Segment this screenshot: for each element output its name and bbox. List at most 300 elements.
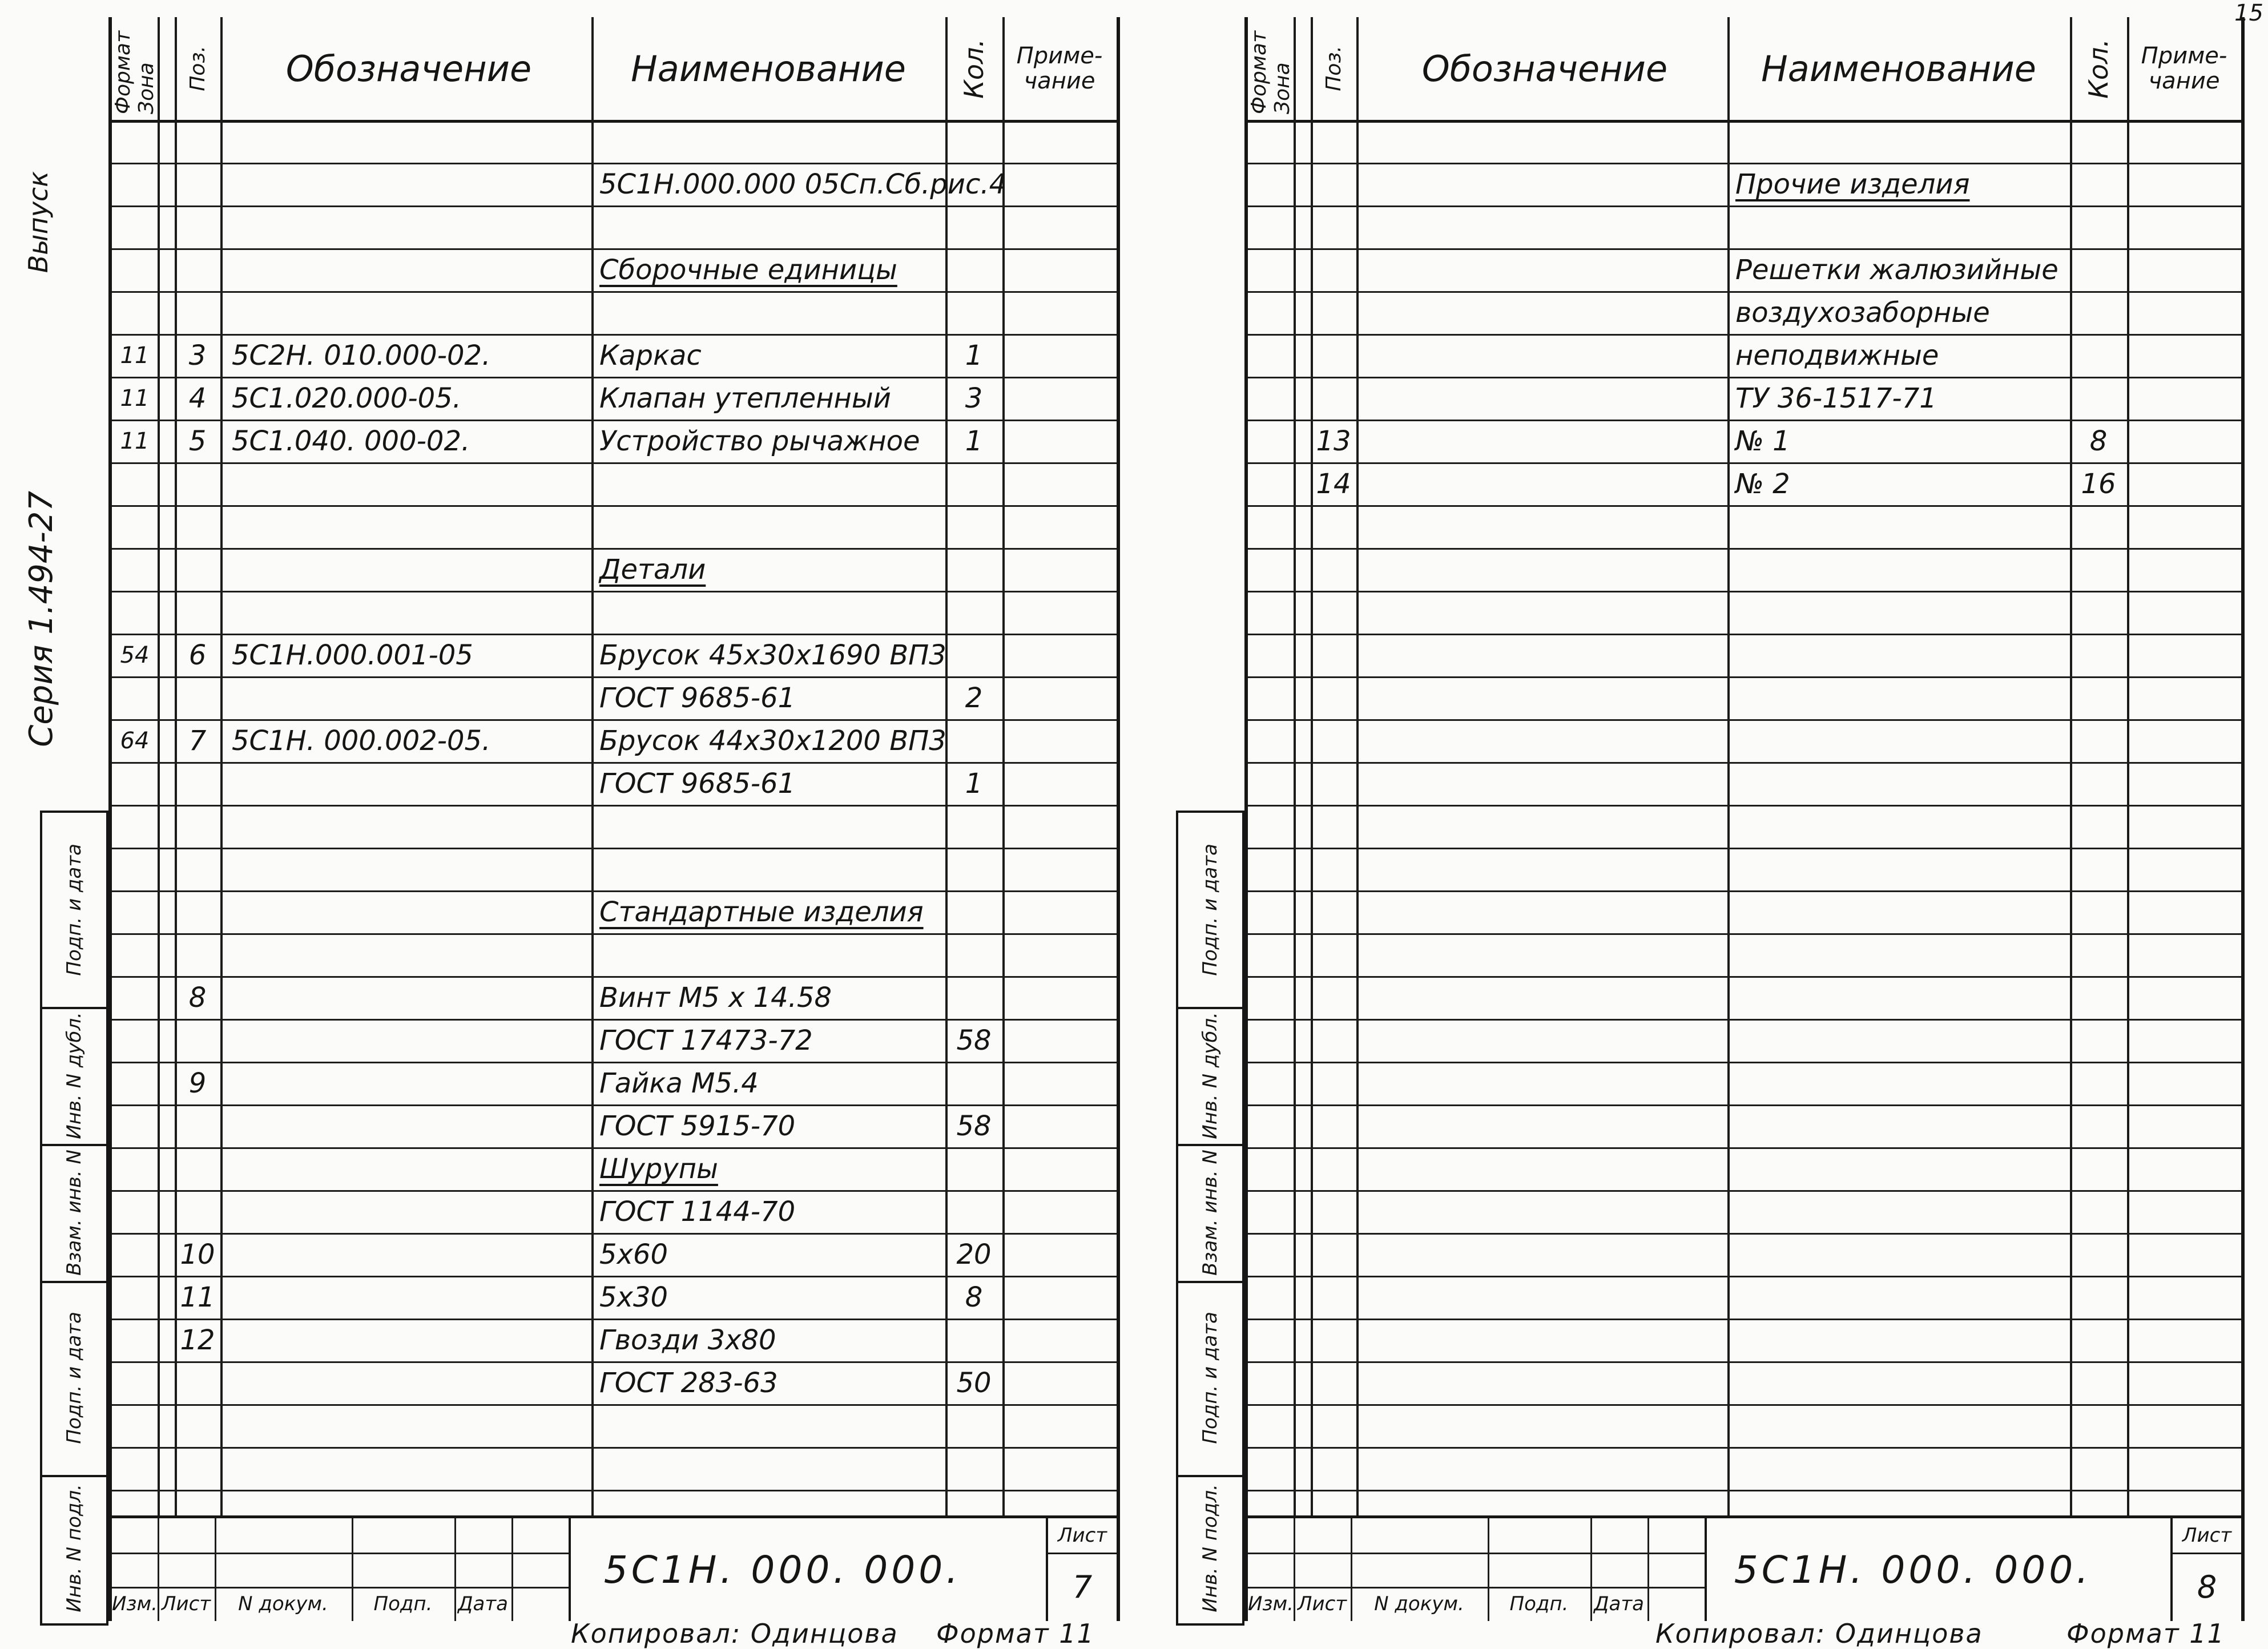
table-row — [1248, 1147, 2241, 1192]
table-row — [1248, 848, 2241, 892]
name-cell — [1727, 1276, 2078, 1319]
position-cell — [1311, 334, 1356, 377]
designation-cell — [1362, 805, 1710, 848]
name-cell — [1727, 591, 2078, 634]
position-cell — [1311, 634, 1356, 676]
position-cell — [175, 1147, 220, 1190]
zone-cell — [112, 1019, 158, 1062]
table-row — [112, 805, 1117, 849]
quantity-cell — [945, 805, 1002, 848]
table-row — [112, 334, 1117, 378]
designation-cell — [226, 163, 574, 205]
zone-cell — [112, 205, 158, 248]
table-row — [112, 848, 1117, 892]
position-cell — [1311, 1447, 1356, 1490]
quantity-cell — [945, 1147, 1002, 1190]
name-cell — [591, 1404, 953, 1447]
designation-cell — [1362, 420, 1710, 462]
position-cell — [175, 676, 220, 719]
quantity-cell — [2070, 805, 2127, 848]
spec-sheet-left — [108, 17, 1120, 1621]
position-cell: 8 — [188, 981, 207, 1014]
page-corner-number: 15 — [2234, 0, 2263, 26]
quantity-cell — [2070, 1019, 2127, 1062]
revision-grid — [1248, 1518, 1707, 1621]
revision-grid — [112, 1518, 571, 1621]
header-format-zone: Формат Зона — [1247, 30, 1294, 114]
designation-cell — [226, 933, 574, 976]
quantity-cell — [945, 848, 1002, 890]
quantity-cell — [2070, 205, 2127, 248]
header-designation: Обозначение — [285, 47, 532, 90]
zone-cell — [1248, 420, 1294, 462]
position-cell — [175, 1404, 220, 1447]
position-cell — [1311, 890, 1356, 933]
zone-cell — [1248, 805, 1294, 848]
zone-cell — [1248, 890, 1294, 933]
name-cell — [1727, 848, 2078, 890]
name-cell: Каркас — [599, 339, 702, 372]
quantity-cell — [2070, 890, 2127, 933]
zone-cell — [1248, 462, 1294, 505]
designation-cell — [226, 1361, 574, 1404]
zone-cell — [112, 548, 158, 591]
quantity-cell — [2070, 676, 2127, 719]
name-cell: Сборочные единицы — [599, 253, 897, 286]
quantity-cell — [2070, 1233, 2127, 1276]
position-cell — [1311, 1319, 1356, 1361]
name-cell: воздухозаборные — [1735, 296, 1990, 329]
table-row — [112, 1062, 1117, 1106]
document-code: 5С1Н. 000. 000. — [1734, 1547, 2092, 1592]
side-cell-1: Подп. и дата — [42, 813, 106, 1009]
zone-cell — [112, 1062, 158, 1104]
left-side-stamp — [40, 811, 108, 1626]
name-cell — [1727, 719, 2078, 762]
designation-cell — [1362, 120, 1710, 163]
quantity-cell: 1 — [965, 425, 983, 457]
quantity-cell — [2070, 719, 2127, 762]
name-cell — [1727, 548, 2078, 591]
zone-cell — [112, 1104, 158, 1147]
quantity-cell: 8 — [2089, 425, 2108, 457]
quantity-cell — [945, 1404, 1002, 1447]
position-cell — [1311, 291, 1356, 334]
designation-cell — [1362, 1361, 1710, 1404]
table-row — [112, 420, 1117, 464]
designation-cell — [1362, 462, 1710, 505]
position-cell: 7 — [188, 724, 207, 757]
quantity-cell — [945, 163, 1002, 205]
zone-cell — [112, 505, 158, 548]
zone-cell — [1248, 1361, 1294, 1404]
zone-cell: 64 — [120, 727, 150, 754]
copied-by: Копировал: Одинцова — [1655, 1618, 1983, 1649]
name-cell — [1727, 1361, 2078, 1404]
designation-cell — [226, 248, 574, 291]
zone-cell — [112, 890, 158, 933]
position-cell — [175, 1104, 220, 1147]
zone-cell — [1248, 976, 1294, 1019]
zone-cell — [1248, 1276, 1294, 1319]
sheet-label: Лист — [1046, 1518, 1117, 1554]
name-cell: ГОСТ 9685-61 — [599, 682, 796, 714]
table-row — [112, 377, 1117, 421]
name-cell — [1727, 1062, 2078, 1104]
side-cell-4: Подп. и дата — [42, 1281, 106, 1477]
position-cell — [1311, 805, 1356, 848]
header-pos: Поз. — [1322, 46, 1346, 91]
name-cell — [591, 291, 953, 334]
designation-cell — [226, 805, 574, 848]
zone-cell: 11 — [120, 428, 150, 454]
table-row — [112, 890, 1117, 935]
table-row — [1248, 933, 2241, 978]
position-cell — [175, 120, 220, 163]
name-cell: Гвозди 3х80 — [599, 1324, 776, 1356]
name-cell: неподвижные — [1735, 339, 1939, 372]
spec-sheet-right — [1244, 17, 2245, 1621]
quantity-cell — [2070, 1404, 2127, 1447]
zone-cell — [1248, 1447, 1294, 1490]
table-row — [112, 1404, 1117, 1449]
zone-cell — [112, 1276, 158, 1319]
table-row — [1248, 1233, 2241, 1277]
designation-cell — [1362, 976, 1710, 1019]
quantity-cell: 50 — [956, 1366, 992, 1399]
table-row — [1248, 591, 2241, 635]
position-cell — [175, 1190, 220, 1233]
table-row — [1248, 762, 2241, 807]
table-row — [112, 1104, 1117, 1149]
zone-cell — [1248, 205, 1294, 248]
quantity-cell — [2070, 1447, 2127, 1490]
name-cell — [1727, 1104, 2078, 1147]
position-cell — [1311, 591, 1356, 634]
designation-cell — [226, 1190, 574, 1233]
designation-cell — [1362, 377, 1710, 420]
name-cell: ГОСТ 1144-70 — [599, 1195, 796, 1228]
quantity-cell — [2070, 548, 2127, 591]
name-cell: № 1 — [1735, 425, 1790, 457]
title-block — [112, 1515, 1117, 1621]
designation-cell — [226, 848, 574, 890]
zone-cell — [1248, 676, 1294, 719]
side-cell-2: Инв. N дубл. — [1178, 1007, 1242, 1146]
header-format-zone: Формат Зона — [111, 30, 158, 114]
quantity-cell: 16 — [2081, 467, 2116, 500]
table-row — [1248, 805, 2241, 849]
header-qty: Кол. — [2083, 38, 2114, 99]
designation-cell — [226, 1104, 574, 1147]
position-cell: 11 — [180, 1281, 215, 1313]
header-note: Приме- чание — [1016, 43, 1103, 94]
designation-cell — [226, 1147, 574, 1190]
table-row — [1248, 890, 2241, 935]
designation-cell — [1362, 762, 1710, 805]
quantity-cell — [945, 462, 1002, 505]
table-row — [1248, 1276, 2241, 1320]
position-cell — [175, 505, 220, 548]
copied-by: Копировал: Одинцова — [571, 1618, 899, 1649]
side-cell-1: Подп. и дата — [1178, 813, 1242, 1009]
designation-cell — [1362, 1319, 1710, 1361]
quantity-cell — [945, 933, 1002, 976]
table-row — [1248, 377, 2241, 421]
designation-cell — [1362, 205, 1710, 248]
zone-cell — [112, 120, 158, 163]
position-cell — [175, 462, 220, 505]
designation-cell — [1362, 1147, 1710, 1190]
table-row — [1248, 291, 2241, 336]
zone-cell: 11 — [120, 342, 150, 369]
position-cell — [1311, 548, 1356, 591]
name-cell — [1727, 1233, 2078, 1276]
name-cell: Брусок 44х30х1200 ВП3 — [599, 724, 946, 757]
position-cell — [1311, 163, 1356, 205]
name-cell — [1727, 1190, 2078, 1233]
quantity-cell — [2070, 762, 2127, 805]
quantity-cell — [945, 890, 1002, 933]
table-row — [1248, 462, 2241, 507]
table-row — [112, 676, 1117, 721]
table-row — [1248, 719, 2241, 764]
position-cell — [175, 890, 220, 933]
name-cell — [1727, 1404, 2078, 1447]
quantity-cell — [945, 976, 1002, 1019]
name-cell: 5С1Н.000.000 05Сп.Сб.рис.4 — [599, 168, 1007, 200]
table-row — [1248, 420, 2241, 464]
position-cell — [1311, 377, 1356, 420]
quantity-cell — [945, 1062, 1002, 1104]
name-cell: 5х30 — [599, 1281, 668, 1313]
name-cell: Гайка М5.4 — [599, 1067, 759, 1099]
position-cell — [175, 848, 220, 890]
zone-cell — [112, 805, 158, 848]
name-cell — [1727, 933, 2078, 976]
quantity-cell — [2070, 377, 2127, 420]
table-row — [1248, 1104, 2241, 1149]
name-cell: ГОСТ 283-63 — [599, 1366, 778, 1399]
position-cell — [1311, 976, 1356, 1019]
designation-cell — [226, 548, 574, 591]
name-cell: ГОСТ 9685-61 — [599, 767, 796, 800]
designation-cell — [226, 1233, 574, 1276]
table-row — [1248, 1019, 2241, 1063]
position-cell — [175, 805, 220, 848]
table-header — [1248, 17, 2241, 123]
table-row — [1248, 334, 2241, 378]
position-cell — [1311, 1147, 1356, 1190]
table-row — [1248, 676, 2241, 721]
quantity-cell: 2 — [965, 682, 983, 714]
issue-note: Выпуск — [23, 171, 54, 273]
position-cell — [175, 1361, 220, 1404]
name-cell: Решетки жалюзийные — [1735, 253, 2058, 286]
position-cell — [1311, 848, 1356, 890]
table-row — [1248, 1319, 2241, 1363]
position-cell — [175, 248, 220, 291]
table-row — [1248, 505, 2241, 550]
quantity-cell — [2070, 1319, 2127, 1361]
table-row — [1248, 163, 2241, 207]
quantity-cell — [2070, 1104, 2127, 1147]
designation-cell: 5С1.040. 000-02. — [232, 425, 470, 457]
table-row — [1248, 1062, 2241, 1106]
position-cell: 10 — [180, 1238, 215, 1271]
designation-cell — [226, 1019, 574, 1062]
table-row — [112, 548, 1117, 592]
quantity-cell — [945, 548, 1002, 591]
designation-cell — [1362, 933, 1710, 976]
header-pos: Поз. — [186, 46, 210, 91]
designation-cell — [226, 462, 574, 505]
name-cell — [591, 933, 953, 976]
name-cell: 5х60 — [599, 1238, 668, 1271]
position-cell — [1311, 505, 1356, 548]
zone-cell — [112, 933, 158, 976]
name-cell — [1727, 805, 2078, 848]
quantity-cell: 1 — [965, 339, 983, 372]
zone-cell — [1248, 848, 1294, 890]
quantity-cell — [945, 248, 1002, 291]
table-row — [112, 1190, 1117, 1235]
table-row — [112, 1019, 1117, 1063]
table-row — [1248, 976, 2241, 1021]
table-row — [112, 1276, 1117, 1320]
position-cell — [1311, 1233, 1356, 1276]
table-row — [1248, 205, 2241, 250]
position-cell — [1311, 1104, 1356, 1147]
designation-cell — [1362, 591, 1710, 634]
position-cell: 6 — [188, 639, 207, 671]
table-row — [1248, 1361, 2241, 1406]
sheet-number: 8 — [2170, 1553, 2241, 1621]
name-cell: Детали — [599, 553, 706, 586]
designation-cell — [1362, 1062, 1710, 1104]
zone-cell — [112, 1190, 158, 1233]
designation-cell — [1362, 505, 1710, 548]
quantity-cell — [2070, 634, 2127, 676]
designation-cell — [1362, 1276, 1710, 1319]
zone-cell — [1248, 933, 1294, 976]
position-cell — [1311, 1062, 1356, 1104]
name-cell — [591, 1447, 953, 1490]
position-cell — [175, 291, 220, 334]
designation-cell — [1362, 1447, 1710, 1490]
format-label: Формат 11 — [2066, 1618, 2225, 1649]
designation-cell — [1362, 334, 1710, 377]
name-cell: Устройство рычажное — [599, 425, 920, 457]
designation-cell — [226, 762, 574, 805]
designation-cell — [1362, 1104, 1710, 1147]
designation-cell — [1362, 163, 1710, 205]
name-cell — [591, 505, 953, 548]
quantity-cell: 3 — [965, 382, 983, 414]
zone-cell — [1248, 1404, 1294, 1447]
name-cell — [591, 591, 953, 634]
zone-cell — [1248, 505, 1294, 548]
position-cell — [175, 591, 220, 634]
side-cell-3: Взам. инв. N — [42, 1144, 106, 1283]
quantity-cell — [2070, 291, 2127, 334]
quantity-cell: 58 — [956, 1110, 992, 1142]
name-cell — [1727, 120, 2078, 163]
name-cell — [1727, 1447, 2078, 1490]
position-cell — [175, 762, 220, 805]
quantity-cell — [2070, 505, 2127, 548]
name-cell — [591, 848, 953, 890]
quantity-cell — [2070, 591, 2127, 634]
quantity-cell — [2070, 933, 2127, 976]
side-cell-5: Инв. N подл. — [1199, 1483, 1222, 1612]
designation-cell — [226, 591, 574, 634]
zone-cell — [1248, 548, 1294, 591]
table-row — [112, 1319, 1117, 1363]
position-cell — [1311, 1019, 1356, 1062]
position-cell — [1311, 719, 1356, 762]
zone-cell — [112, 1147, 158, 1190]
zone-cell — [1248, 1147, 1294, 1190]
quantity-cell — [2070, 334, 2127, 377]
zone-cell — [112, 762, 158, 805]
zone-cell — [112, 248, 158, 291]
zone-cell — [112, 848, 158, 890]
name-cell — [591, 205, 953, 248]
designation-cell — [226, 1062, 574, 1104]
zone-cell — [112, 1361, 158, 1404]
zone-cell — [112, 163, 158, 205]
designation-cell — [1362, 719, 1710, 762]
designation-cell — [226, 1319, 574, 1361]
position-cell — [1311, 1276, 1356, 1319]
zone-cell — [112, 1233, 158, 1276]
position-cell — [1311, 762, 1356, 805]
designation-cell — [226, 505, 574, 548]
table-row — [1248, 548, 2241, 592]
header-note: Приме- чание — [2141, 43, 2227, 94]
position-cell — [175, 205, 220, 248]
zone-cell — [112, 591, 158, 634]
quantity-cell — [2070, 120, 2127, 163]
name-cell: ГОСТ 17473-72 — [599, 1024, 813, 1057]
position-cell — [1311, 933, 1356, 976]
quantity-cell — [2070, 1190, 2127, 1233]
position-cell — [1311, 205, 1356, 248]
table-row — [112, 205, 1117, 250]
zone-cell — [1248, 1319, 1294, 1361]
zone-cell — [1248, 377, 1294, 420]
zone-cell — [112, 1319, 158, 1361]
quantity-cell — [945, 120, 1002, 163]
zone-cell — [112, 976, 158, 1019]
zone-cell — [112, 291, 158, 334]
zone-cell — [1248, 1019, 1294, 1062]
designation-cell: 5С1Н.000.001-05 — [232, 639, 473, 671]
quantity-cell — [2070, 1062, 2127, 1104]
zone-cell — [1248, 291, 1294, 334]
position-cell — [1311, 1361, 1356, 1404]
designation-cell — [1362, 1190, 1710, 1233]
table-row — [1248, 248, 2241, 293]
designation-cell — [1362, 676, 1710, 719]
designation-cell — [226, 1276, 574, 1319]
position-cell: 4 — [188, 382, 207, 414]
designation-cell — [226, 120, 574, 163]
header-name: Наименование — [631, 47, 906, 90]
table-row — [112, 1447, 1117, 1491]
zone-cell — [1248, 1233, 1294, 1276]
